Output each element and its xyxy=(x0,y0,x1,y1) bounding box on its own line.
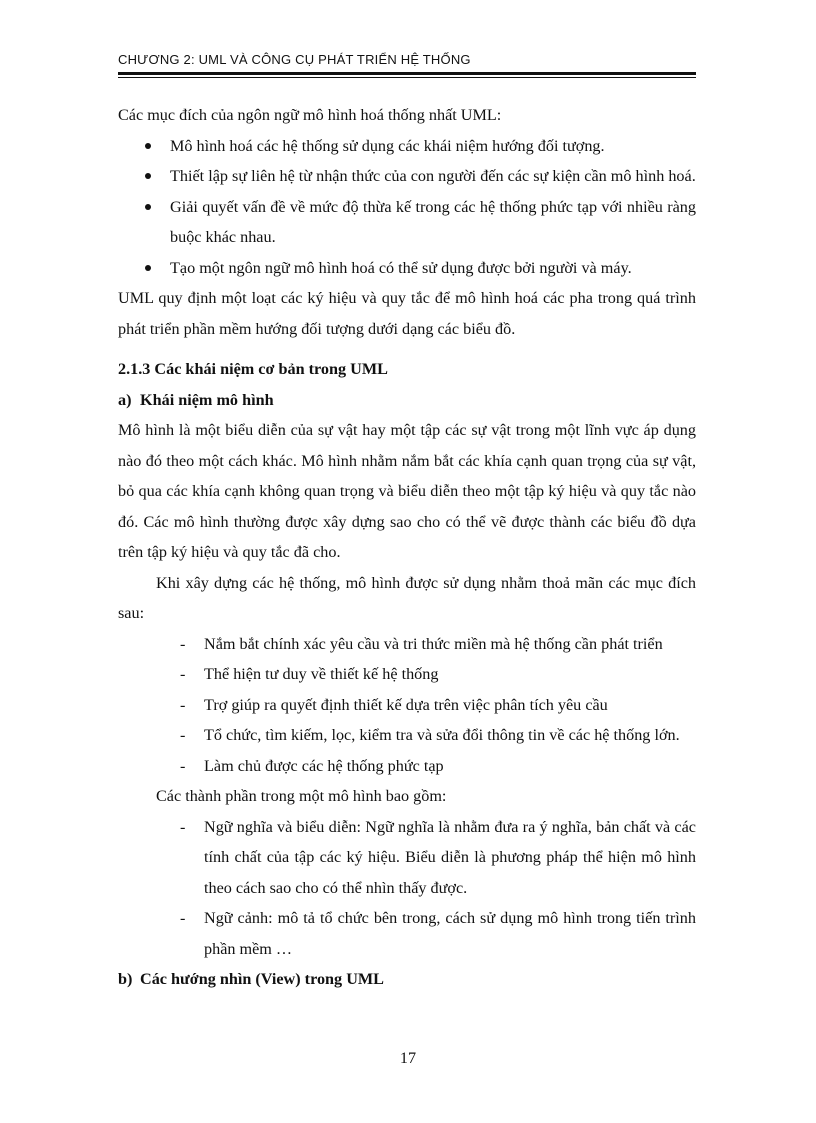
components-intro: Các thành phần trong một mô hình bao gồm: xyxy=(156,787,447,805)
list-item: - Ngữ cảnh: mô tả tổ chức bên trong, cách sử dụng mô hình trong tiến trình phần mềm … xyxy=(180,909,696,958)
section-heading: 2.1.3 Các khái niệm cơ bản trong UML xyxy=(118,360,388,378)
list-item: - Làm chủ được các hệ thống phức tạp xyxy=(180,756,444,775)
bullet-icon xyxy=(145,204,151,210)
goals-intro: Khi xây dựng các hệ thống, mô hình được sử dụng nhằm thoả mãn các mục đích sau: xyxy=(118,573,696,622)
subsection-a-heading: a) Khái niệm mô hình xyxy=(118,390,274,409)
header-rule-thick xyxy=(118,72,696,75)
list-item: - Nắm bắt chính xác yêu cầu và tri thức miền mà hệ thống cần phát triển xyxy=(180,634,663,653)
list-item: Tạo một ngôn ngữ mô hình hoá có thể sử dụng được bởi người và máy. xyxy=(118,253,696,284)
purposes-list xyxy=(118,131,696,284)
list-item: Mô hình hoá các hệ thống sử dụng các khái niệm hướng đối tượng. xyxy=(118,131,696,162)
list-item: - Thể hiện tư duy về thiết kế hệ thống xyxy=(180,665,439,683)
header-rule-thin xyxy=(118,77,696,78)
list-item: - Ngữ nghĩa và biểu diễn: Ngữ nghĩa là nhằm đưa ra ý nghĩa, bản chất và các tính chất của tập các ký hiệu. Biểu diễn là phương pháp thể hiện mô hình theo cách sao cho có thể nhìn thấy được. xyxy=(180,817,696,897)
bullet-icon xyxy=(145,265,151,271)
page-number: 17 xyxy=(399,1049,417,1067)
list-item: - Trợ giúp ra quyết định thiết kế dựa trên việc phân tích yêu cầu xyxy=(180,695,608,714)
components-list xyxy=(118,812,696,965)
page-body xyxy=(118,100,696,995)
purposes-intro: Các mục đích của ngôn ngữ mô hình hoá thống nhất UML: xyxy=(118,106,502,124)
running-header: CHƯƠNG 2: UML VÀ CÔNG CỤ PHÁT TRIỂN HỆ THỐNG xyxy=(118,52,471,67)
model-definition: Mô hình là một biểu diễn của sự vật hay một tập các sự vật trong một lĩnh vực áp dụng nào đó theo một cách khác. Mô hình nhằm nắm bắt các khía cạnh quan trọng của sự vật, bỏ qua các khía cạnh không quan trọng và biểu diễn theo một tập ký hiệu và quy tắc nào đó. Các mô hình thường được xây dựng sao cho có thể vẽ được thành các biểu đồ dựa trên tập ký hiệu và quy tắc đã cho. xyxy=(118,421,696,561)
bullet-icon xyxy=(145,173,151,179)
subsection-b-heading: b) Các hướng nhìn (View) trong UML xyxy=(118,970,384,988)
list-item: Thiết lập sự liên hệ từ nhận thức của con người đến các sự kiện cần mô hình hoá. xyxy=(118,161,696,192)
goals-list xyxy=(118,629,696,782)
list-item: - Tổ chức, tìm kiếm, lọc, kiểm tra và sửa đổi thông tin về các hệ thống lớn. xyxy=(180,726,680,744)
bullet-icon xyxy=(145,143,151,149)
list-item: Giải quyết vấn đề về mức độ thừa kế trong các hệ thống phức tạp với nhiều ràng buộc khác nhau. xyxy=(118,192,696,253)
uml-summary: UML quy định một loạt các ký hiệu và quy tắc để mô hình hoá các pha trong quá trình phát triển phần mềm hướng đối tượng dưới dạng các biểu đồ. xyxy=(118,289,696,338)
